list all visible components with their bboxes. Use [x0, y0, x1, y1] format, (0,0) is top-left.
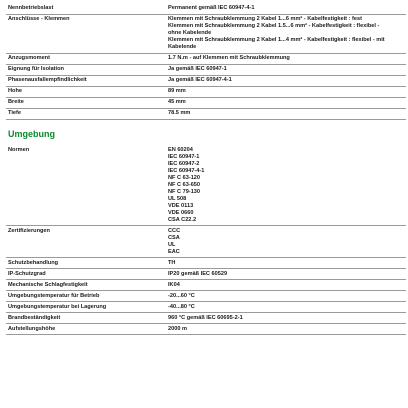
spec-value-line: Permanent gemäß IEC 60947-4-1: [168, 5, 255, 11]
spec-sheet: [6, 0, 402, 335]
spec-value-line: Klemmen mit Schraubklemmung 2 Kabel 1.5...6 mm² - Kabelfestigkeit : flexibel -: [168, 23, 380, 29]
spec-value: [166, 64, 406, 75]
spec-row: [6, 64, 406, 75]
spec-row: [6, 108, 406, 119]
spec-row: [6, 269, 406, 280]
spec-row: [6, 291, 406, 302]
spec-label: Schutzbehandlung: [8, 259, 59, 266]
spec-label: Normen: [8, 146, 30, 153]
spec-value: [166, 226, 406, 258]
spec-row: [6, 97, 406, 108]
spec-value: [166, 302, 406, 313]
spec-value-line: Klemmen mit Schraubklemmung 2 Kabel 1...6 mm² - Kabelfestigkeit : fest: [168, 16, 362, 22]
spec-value: [166, 75, 406, 86]
spec-value-line: 1.7 N.m - auf Klemmen mit Schraubklemmung: [168, 55, 290, 61]
spec-value: [166, 142, 406, 226]
spec-value-line: 45 mm: [168, 99, 186, 105]
spec-value-line: CSA: [168, 234, 180, 241]
spec-value: [166, 0, 406, 14]
spec-value: [166, 313, 406, 324]
spec-label: Umgebungstemperatur für Betrieb: [8, 292, 100, 299]
spec-row: [6, 86, 406, 97]
spec-table-general: [6, 0, 406, 120]
spec-value-line: EN 60204: [168, 146, 193, 153]
spec-value-line: -20...60 °C: [168, 292, 195, 299]
spec-value-line: NF C 63-650: [168, 181, 201, 188]
spec-value-line: 78.5 mm: [168, 110, 191, 116]
spec-label: Anzugsmoment: [8, 55, 50, 61]
spec-label: Breite: [8, 99, 24, 105]
spec-label: Tiefe: [8, 110, 21, 116]
spec-value: [166, 269, 406, 280]
spec-label: Eignung für Isolation: [8, 66, 64, 72]
spec-row: [6, 324, 406, 335]
spec-value-line: Kabelende: [168, 44, 197, 50]
spec-value: [166, 14, 406, 53]
spec-table-environment: [6, 142, 406, 336]
spec-row: [6, 142, 406, 226]
spec-value-line: IEC 60947-4-1: [168, 167, 205, 174]
spec-value: [166, 324, 406, 335]
spec-value-line: IP20 gemäß IEC 60529: [168, 270, 228, 277]
spec-value-line: 960 °C gemäß IEC 60695-2-1: [168, 314, 243, 321]
spec-value-line: CSA C22.2: [168, 216, 197, 223]
spec-value: [166, 291, 406, 302]
spec-label: Mechanische Schlagfestigkeit: [8, 281, 88, 288]
spec-value: [166, 280, 406, 291]
spec-value-line: 89 mm: [168, 88, 186, 94]
spec-row: [6, 258, 406, 269]
spec-label: Zertifizierungen: [8, 227, 50, 234]
spec-value-line: EAC: [168, 248, 180, 255]
spec-value-line: ohne Kabelende: [168, 30, 212, 36]
spec-value-line: UL 508: [168, 195, 187, 202]
spec-value-line: 2000 m: [168, 325, 187, 332]
spec-row: [6, 0, 406, 14]
spec-row: [6, 53, 406, 64]
spec-label: Hohe: [8, 88, 22, 94]
spec-label: Aufstellungshöhe: [8, 325, 56, 332]
spec-label: Umgebungstemperatur bei Lagerung: [8, 303, 107, 310]
spec-label: Brandbeständigkeit: [8, 314, 61, 321]
spec-label: Anschlüsse - Klemmen: [8, 16, 70, 22]
spec-value: [166, 97, 406, 108]
spec-value-line: Ja gemäß IEC 60947-4-1: [168, 77, 232, 83]
spec-value: [166, 86, 406, 97]
spec-label: IP-Schutzgrad: [8, 270, 46, 277]
spec-row: [6, 14, 406, 53]
spec-value-line: UL: [168, 241, 176, 248]
spec-label: Phasenausfallempfindlichkeit: [8, 77, 87, 83]
spec-value: [166, 53, 406, 64]
spec-value: [166, 108, 406, 119]
spec-value-line: NF C 63-120: [168, 174, 201, 181]
spec-value-line: -40...80 °C: [168, 303, 195, 310]
spec-value-line: Ja gemäß IEC 60947-1: [168, 66, 227, 72]
spec-value-line: IK04: [168, 281, 180, 288]
spec-row: [6, 226, 406, 258]
section-title-environment: Umgebung: [8, 128, 55, 139]
spec-label: Nennbetriebslast: [8, 5, 54, 11]
spec-value: [166, 258, 406, 269]
spec-value-line: VDE 0660: [168, 209, 194, 216]
spec-row: [6, 302, 406, 313]
spec-value-line: IEC 60947-2: [168, 160, 200, 167]
spec-value-line: TH: [168, 259, 176, 266]
spec-value-line: Klemmen mit Schraubklemmung 2 Kabel 1...4 mm² - Kabelfestigkeit : flexibel - mit: [168, 37, 385, 43]
spec-row: [6, 280, 406, 291]
spec-value-line: CCC: [168, 227, 181, 234]
spec-value-line: VDE 0113: [168, 202, 194, 209]
spec-value-line: NF C 79-130: [168, 188, 201, 195]
spec-row: [6, 313, 406, 324]
spec-value-line: IEC 60947-1: [168, 153, 200, 160]
spec-row: [6, 75, 406, 86]
